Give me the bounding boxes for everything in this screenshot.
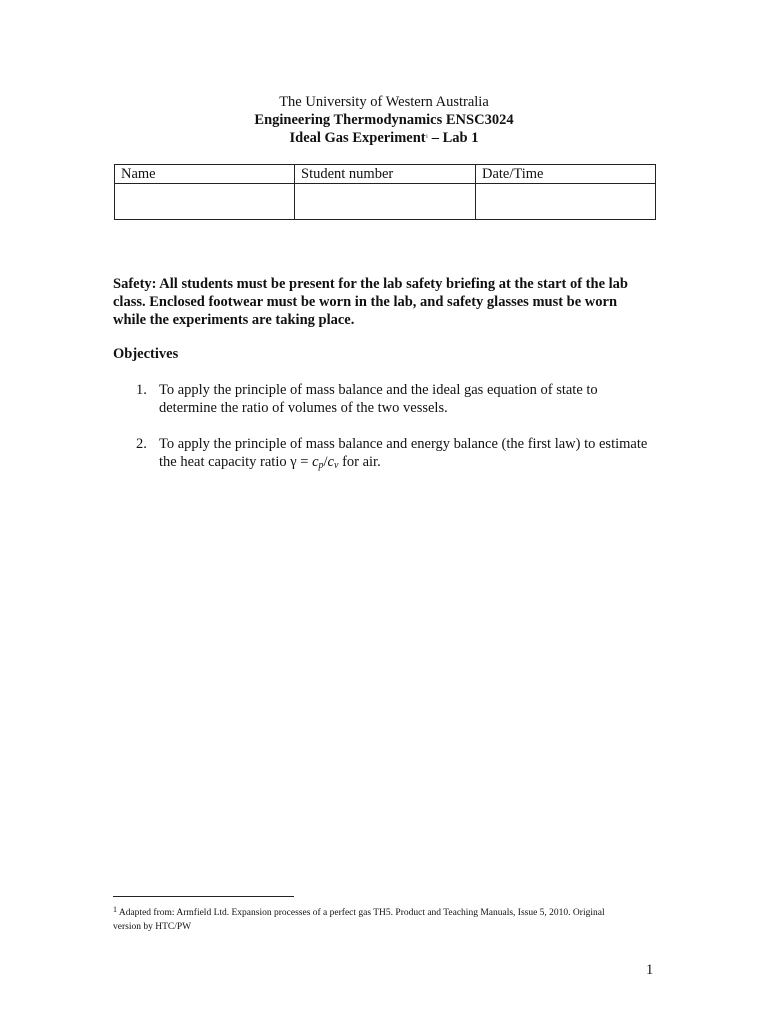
column-header-name: Name bbox=[115, 165, 295, 184]
cp-subscript: p bbox=[318, 460, 324, 471]
cp-symbol: c bbox=[312, 454, 319, 470]
objectives-heading: Objectives bbox=[113, 346, 179, 362]
course-title: Engineering Thermodynamics ENSC3024 bbox=[254, 112, 514, 128]
objective-line-1: To apply the principle of mass balance and energy balance (the first law) to estimate bbox=[159, 436, 648, 452]
lab-title-suffix: – Lab 1 bbox=[428, 130, 479, 146]
heat-ratio-suffix: for air. bbox=[338, 454, 381, 470]
objective-line-2 bbox=[159, 453, 647, 475]
lab-footnote-ref: 1 bbox=[425, 135, 429, 140]
objective-text bbox=[159, 435, 647, 475]
cv-subscript: v bbox=[333, 460, 339, 471]
safety-notice bbox=[113, 275, 658, 329]
student-info-table bbox=[114, 164, 656, 220]
table-row bbox=[115, 184, 656, 220]
footnote-text: Adapted from: Armfield Ltd. Expansion processes of a perfect gas TH5. Product and Teaching Manuals, Issue 5, 2010. Original bbox=[117, 908, 605, 918]
cv-symbol: c bbox=[327, 454, 334, 470]
heat-ratio-prefix: the heat capacity ratio γ = bbox=[159, 454, 313, 470]
objective-line-2: determine the ratio of volumes of the two vessels. bbox=[159, 400, 448, 416]
lab-title bbox=[0, 129, 768, 147]
objective-number: 1. bbox=[136, 382, 147, 398]
footnote-line-2: version by HTC/PW bbox=[113, 922, 192, 932]
student-number-field[interactable] bbox=[295, 184, 476, 220]
page-number: 1 bbox=[646, 962, 654, 978]
footnote-divider bbox=[113, 896, 294, 897]
column-header-date-time: Date/Time bbox=[476, 165, 656, 184]
university-name: The University of Western Australia bbox=[279, 94, 489, 110]
safety-line-2: class. Enclosed footwear must be worn in the lab, and safety glasses must be worn bbox=[113, 294, 618, 310]
safety-line-1: Safety: All students must be present for the lab safety briefing at the start of the lab bbox=[113, 276, 628, 292]
objective-number: 2. bbox=[136, 436, 147, 452]
name-field[interactable] bbox=[115, 184, 295, 220]
ratio-slash: / bbox=[323, 454, 328, 470]
objective-line-1: To apply the principle of mass balance and the ideal gas equation of state to bbox=[159, 382, 598, 398]
objective-text bbox=[159, 381, 598, 417]
column-header-student-number: Student number bbox=[295, 165, 476, 184]
footnote-marker: 1 bbox=[113, 905, 117, 914]
footnote-line-1 bbox=[113, 903, 673, 920]
table-header-row bbox=[115, 165, 656, 184]
safety-line-3: while the experiments are taking place. bbox=[113, 312, 355, 328]
footnote bbox=[113, 903, 673, 934]
date-time-field[interactable] bbox=[476, 184, 656, 220]
lab-title-text: Ideal Gas Experiment bbox=[289, 130, 426, 146]
